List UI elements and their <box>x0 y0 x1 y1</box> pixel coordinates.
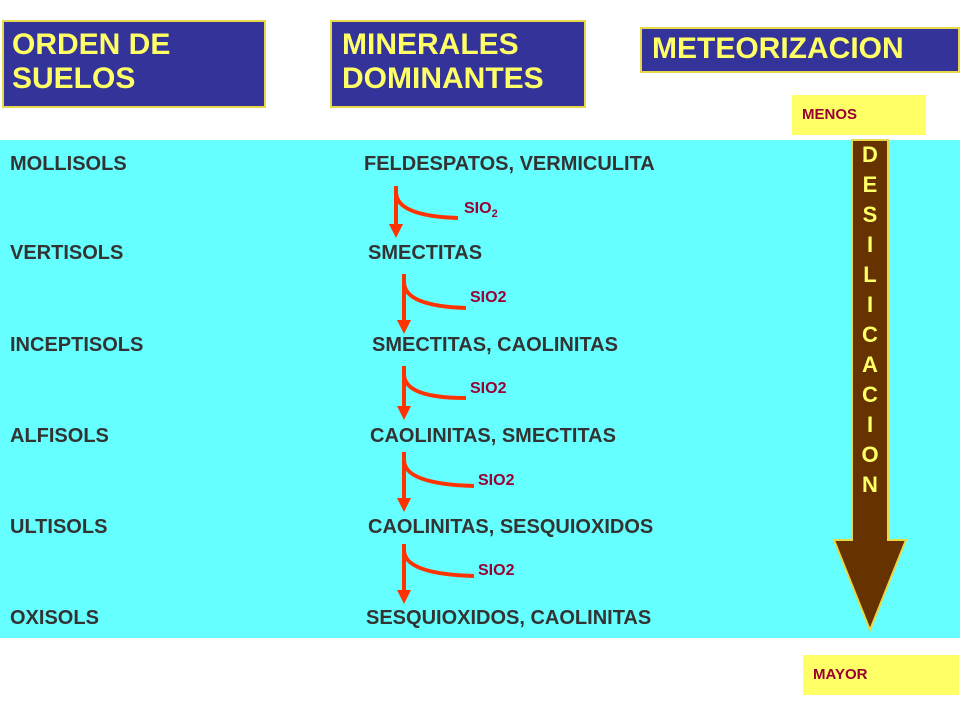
header-minerals-line2: DOMINANTES <box>342 62 544 95</box>
desilication-letter: E <box>862 172 878 197</box>
loss-arrowhead-3 <box>397 406 411 420</box>
loss-arrowhead-4 <box>397 498 411 512</box>
minerals-4: CAOLINITAS, SMECTITAS <box>370 425 616 447</box>
scale-bottom-label: MAYOR <box>803 655 959 695</box>
desilication-letter: C <box>862 322 878 347</box>
loss-arrowhead-2 <box>397 320 411 334</box>
desilication-label <box>855 140 885 500</box>
loss-arrow-4-curve <box>404 460 474 486</box>
minerals-5: CAOLINITAS, SESQUIOXIDOS <box>368 516 654 538</box>
loss-arrowhead-5 <box>397 590 411 604</box>
header-minerals-line1: MINERALES <box>342 28 519 61</box>
desilication-letter: L <box>863 262 877 287</box>
minerals-1: FELDESPATOS, VERMICULITA <box>364 153 655 175</box>
loss-label-3: SIO2 <box>470 380 507 397</box>
desilication-letter: O <box>861 442 879 467</box>
loss-label-1-base: SIO <box>464 200 492 217</box>
loss-label-4: SIO2 <box>478 472 515 489</box>
loss-label-5: SIO2 <box>478 562 515 579</box>
soil-order-2: VERTISOLS <box>10 242 124 264</box>
minerals-6: SESQUIOXIDOS, CAOLINITAS <box>366 607 652 629</box>
desilication-letter: I <box>866 232 874 257</box>
loss-arrowhead-1 <box>389 224 403 238</box>
loss-arrow-3-curve <box>404 374 466 398</box>
desilication-letter: I <box>866 412 874 437</box>
desilication-letter: S <box>862 202 878 227</box>
soil-order-1: MOLLISOLS <box>10 153 127 175</box>
loss-label-1 <box>464 200 498 220</box>
loss-label-1-sub: 2 <box>491 208 498 221</box>
desilication-letter: D <box>862 142 878 167</box>
loss-arrow-1-curve <box>396 192 458 218</box>
minerals-3: SMECTITAS, CAOLINITAS <box>372 334 618 356</box>
loss-arrow-5-curve <box>404 550 474 576</box>
scale-top-label: MENOS <box>792 95 926 135</box>
desilication-letter: C <box>862 382 878 407</box>
loss-label-2: SIO2 <box>470 289 507 306</box>
soil-order-6: OXISOLS <box>10 607 99 629</box>
soil-order-4: ALFISOLS <box>10 425 109 447</box>
header-soil-order-line2: SUELOS <box>12 62 136 95</box>
desilication-letter: A <box>862 352 878 377</box>
header-weathering: METEORIZACION <box>640 27 960 73</box>
desilication-letter: I <box>866 292 874 317</box>
loss-arrow-2-curve <box>404 282 466 308</box>
soil-order-5: ULTISOLS <box>10 516 108 538</box>
minerals-2: SMECTITAS <box>368 242 483 264</box>
header-soil-order-line1: ORDEN DE <box>12 28 171 61</box>
desilication-letter: N <box>862 472 878 497</box>
soil-order-3: INCEPTISOLS <box>10 334 144 356</box>
